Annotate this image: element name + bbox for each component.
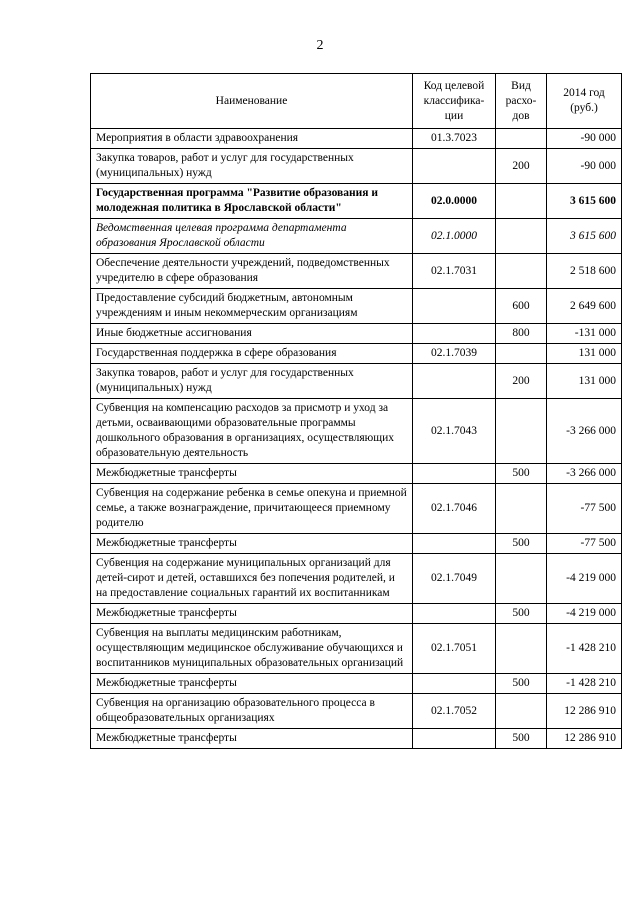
row-vid-cell <box>496 399 547 464</box>
row-amount-cell: 2 518 600 <box>547 254 622 289</box>
table-row <box>91 344 622 364</box>
row-name-cell: Межбюджетные трансферты <box>91 464 413 484</box>
row-name-cell: Иные бюджетные ассигнования <box>91 324 413 344</box>
table-row <box>91 149 622 184</box>
row-amount-cell: -1 428 210 <box>547 624 622 674</box>
row-vid-cell <box>496 694 547 729</box>
row-code-cell <box>413 364 496 399</box>
row-amount-cell: 3 615 600 <box>547 184 622 219</box>
row-code-cell <box>413 149 496 184</box>
row-amount-cell: -1 428 210 <box>547 674 622 694</box>
header-amount: 2014 год (руб.) <box>547 74 622 129</box>
table-body <box>91 129 622 749</box>
header-vid: Вид расхо-дов <box>496 74 547 129</box>
row-code-cell <box>413 534 496 554</box>
row-name-cell: Ведомственная целевая программа департамента образования Ярославской области <box>91 219 413 254</box>
row-name-cell: Субвенция на выплаты медицинским работникам, осуществляющим медицинское обслуживание обучающихся и воспитанников муниципальных образовательных организаций <box>91 624 413 674</box>
page-number: 2 <box>316 38 324 53</box>
row-name-cell: Субвенция на организацию образовательного процесса в общеобразовательных организациях <box>91 694 413 729</box>
row-vid-cell <box>496 184 547 219</box>
header-name: Наименование <box>91 74 413 129</box>
row-code-cell <box>413 324 496 344</box>
row-amount-cell: -4 219 000 <box>547 604 622 624</box>
row-amount-cell: 131 000 <box>547 364 622 399</box>
table-row <box>91 289 622 324</box>
row-name-cell: Закупка товаров, работ и услуг для государственных (муниципальных) нужд <box>91 364 413 399</box>
row-vid-cell <box>496 254 547 289</box>
row-amount-cell: -4 219 000 <box>547 554 622 604</box>
row-code-cell: 01.3.7023 <box>413 129 496 149</box>
row-code-cell: 02.1.7043 <box>413 399 496 464</box>
row-code-cell: 02.1.7049 <box>413 554 496 604</box>
row-name-cell: Межбюджетные трансферты <box>91 729 413 749</box>
row-code-cell: 02.1.7031 <box>413 254 496 289</box>
row-vid-cell: 200 <box>496 149 547 184</box>
table-row <box>91 219 622 254</box>
row-name-cell: Межбюджетные трансферты <box>91 534 413 554</box>
row-code-cell <box>413 729 496 749</box>
row-name-cell: Государственная программа "Развитие образования и молодежная политика в Ярославской области" <box>91 184 413 219</box>
row-name-cell: Предоставление субсидий бюджетным, автономным учреждениям и иным некоммерческим организациям <box>91 289 413 324</box>
table-row <box>91 694 622 729</box>
row-code-cell: 02.1.7039 <box>413 344 496 364</box>
row-code-cell <box>413 289 496 324</box>
row-name-cell: Государственная поддержка в сфере образования <box>91 344 413 364</box>
row-amount-cell: -90 000 <box>547 129 622 149</box>
row-vid-cell: 200 <box>496 364 547 399</box>
table-row <box>91 534 622 554</box>
table-row <box>91 484 622 534</box>
row-amount-cell: 131 000 <box>547 344 622 364</box>
budget-table <box>90 73 622 749</box>
row-amount-cell: 12 286 910 <box>547 694 622 729</box>
row-vid-cell <box>496 344 547 364</box>
row-vid-cell <box>496 219 547 254</box>
header-code: Код целевой классифика-ции <box>413 74 496 129</box>
row-name-cell: Межбюджетные трансферты <box>91 604 413 624</box>
row-amount-cell: -77 500 <box>547 484 622 534</box>
table-row <box>91 324 622 344</box>
table-row <box>91 554 622 604</box>
row-name-cell: Закупка товаров, работ и услуг для государственных (муниципальных) нужд <box>91 149 413 184</box>
row-amount-cell: -77 500 <box>547 534 622 554</box>
table-row <box>91 464 622 484</box>
row-amount-cell: 2 649 600 <box>547 289 622 324</box>
table-row <box>91 129 622 149</box>
row-code-cell: 02.1.7051 <box>413 624 496 674</box>
row-amount-cell: 3 615 600 <box>547 219 622 254</box>
row-vid-cell: 500 <box>496 674 547 694</box>
row-amount-cell: -131 000 <box>547 324 622 344</box>
row-vid-cell <box>496 624 547 674</box>
row-code-cell: 02.1.0000 <box>413 219 496 254</box>
row-vid-cell: 500 <box>496 534 547 554</box>
row-vid-cell <box>496 129 547 149</box>
row-code-cell: 02.0.0000 <box>413 184 496 219</box>
table-row <box>91 674 622 694</box>
row-name-cell: Мероприятия в области здравоохранения <box>91 129 413 149</box>
row-amount-cell: -3 266 000 <box>547 399 622 464</box>
row-vid-cell <box>496 484 547 534</box>
row-vid-cell <box>496 554 547 604</box>
row-name-cell: Обеспечение деятельности учреждений, подведомственных учредителю в сфере образования <box>91 254 413 289</box>
row-amount-cell: -3 266 000 <box>547 464 622 484</box>
table-row <box>91 604 622 624</box>
table-row <box>91 364 622 399</box>
row-vid-cell: 500 <box>496 604 547 624</box>
row-code-cell: 02.1.7052 <box>413 694 496 729</box>
row-vid-cell: 500 <box>496 464 547 484</box>
row-code-cell <box>413 464 496 484</box>
row-name-cell: Субвенция на компенсацию расходов за присмотр и уход за детьми, осваивающими образовательные программы дошкольного образования в организациях, осуществляющих образовательную деятельность <box>91 399 413 464</box>
row-name-cell: Межбюджетные трансферты <box>91 674 413 694</box>
table-row <box>91 184 622 219</box>
row-amount-cell: 12 286 910 <box>547 729 622 749</box>
table-row <box>91 624 622 674</box>
row-code-cell <box>413 674 496 694</box>
table-row <box>91 254 622 289</box>
table-header-row <box>91 74 622 129</box>
row-code-cell <box>413 604 496 624</box>
row-amount-cell: -90 000 <box>547 149 622 184</box>
row-vid-cell: 800 <box>496 324 547 344</box>
table-row <box>91 399 622 464</box>
row-vid-cell: 500 <box>496 729 547 749</box>
table-row <box>91 729 622 749</box>
row-vid-cell: 600 <box>496 289 547 324</box>
row-name-cell: Субвенция на содержание ребенка в семье опекуна и приемной семье, а также вознаграждение, причитающееся приемному родителю <box>91 484 413 534</box>
row-name-cell: Субвенция на содержание муниципальных организаций для детей-сирот и детей, оставшихся без попечения родителей, и на предоставление социальных гарантий их воспитанникам <box>91 554 413 604</box>
row-code-cell: 02.1.7046 <box>413 484 496 534</box>
